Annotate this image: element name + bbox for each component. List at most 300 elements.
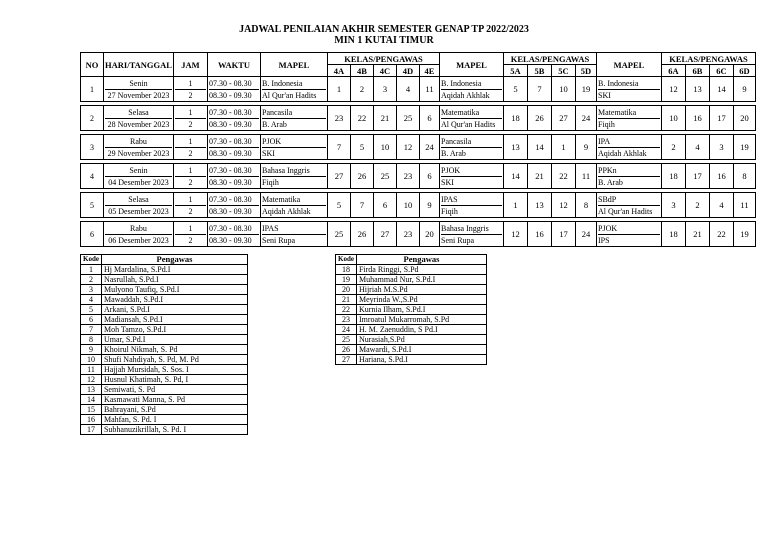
- mapel4-cell: [261, 164, 328, 189]
- pengawas-code-6: 8: [734, 164, 756, 189]
- col-mapel6-header: MAPEL: [597, 53, 662, 77]
- class-6d-header: 6D: [734, 65, 756, 77]
- schedule-row: [81, 106, 756, 131]
- pengawas-row: [81, 285, 248, 295]
- pengawas-row: [81, 365, 248, 375]
- mapel5-cell-1: PJOK: [441, 165, 502, 177]
- pengawas-code-5: 7: [528, 77, 552, 102]
- mapel6-cell: [597, 135, 662, 160]
- pengawas-code-5: 19: [576, 77, 597, 102]
- jam-cell: [174, 135, 208, 160]
- col-mapel5-header: MAPEL: [440, 53, 504, 77]
- class-4b-header: 4B: [351, 65, 374, 77]
- pengawas-code-4: 24: [420, 135, 440, 160]
- jam-cell: [174, 77, 208, 102]
- mapel5-cell-1: Bahasa Inggris: [441, 223, 502, 235]
- mapel5-cell: [440, 222, 504, 247]
- waktu-cell-2: 08.30 - 09.30: [209, 177, 252, 187]
- kelas5-header: KELAS/PENGAWAS: [504, 53, 597, 65]
- pengawas-code-6: 19: [734, 222, 756, 247]
- pengawas-name: Firda Ringgi, S.Pd: [356, 265, 486, 275]
- mapel6-cell-1: Matematika: [598, 107, 660, 119]
- school-name: MIN 1 KUTAI TIMUR: [334, 35, 434, 46]
- mapel6-cell-2: B. Arab: [598, 177, 623, 187]
- pengawas-row: [336, 305, 487, 315]
- pengawas-kode: 10: [81, 355, 102, 365]
- pengawas-code-5: 14: [504, 164, 528, 189]
- mapel4-cell-2: Al Qur'an Hadits: [262, 90, 317, 100]
- pengawas-row: [336, 345, 487, 355]
- jam-cell: [174, 106, 208, 131]
- pengawas-row: [81, 355, 248, 365]
- mapel5-cell-2: Aqidah Akhlak: [441, 90, 490, 100]
- pengawas-code-5: 10: [552, 77, 576, 102]
- pengawas-kode: 24: [336, 325, 357, 335]
- pengawas-code-5: 24: [576, 222, 597, 247]
- col-jam-header: JAM: [174, 53, 208, 77]
- schedule-row: [81, 164, 756, 189]
- jam-cell-2: 2: [188, 90, 193, 100]
- mapel6-cell-2: Aqidah Akhlak: [598, 148, 647, 158]
- jam-cell: [174, 222, 208, 247]
- mapel5-cell-2: B. Arab: [441, 148, 466, 158]
- pengawas-code-6: 19: [734, 135, 756, 160]
- jam-cell-1: 1: [175, 165, 206, 177]
- day-date-cell: [104, 193, 174, 218]
- pengawas-code-6: 16: [686, 106, 710, 131]
- pengawas-name: Hijriah M.S.Pd: [356, 285, 486, 295]
- mapel4-cell-1: Matematika: [262, 194, 326, 206]
- pengawas-code-5: 5: [504, 77, 528, 102]
- day-date-cell: [104, 222, 174, 247]
- pengawas-name: Mahfan, S. Pd. I: [101, 415, 247, 425]
- pengawas-kode: 23: [336, 315, 357, 325]
- pengawas-code-5: 14: [528, 135, 552, 160]
- mapel6-cell-1: SBdP: [598, 194, 660, 206]
- pengawas-name: Husnul Khatimah, S. Pd, I: [101, 375, 247, 385]
- pengawas-row: [81, 325, 248, 335]
- pengawas-code-4: 6: [374, 193, 397, 218]
- pengawas-kode: 8: [81, 335, 102, 345]
- pengawas-row: [81, 265, 248, 275]
- pengawas-name: Hajjah Mursidah, S. Sos. I: [101, 365, 247, 375]
- mapel5-cell-1: B. Indonesia: [441, 78, 502, 90]
- pengawas-row: [81, 275, 248, 285]
- waktu-cell: [208, 77, 261, 102]
- pengawas-row: [336, 355, 487, 365]
- pengawas-code-4: 7: [351, 193, 374, 218]
- mapel4-cell-2: Seni Rupa: [262, 235, 296, 245]
- pengawas-code-6: 14: [710, 77, 734, 102]
- pengawas-row: [81, 305, 248, 315]
- pengawas-code-4: 4: [397, 77, 420, 102]
- pengawas-code-6: 18: [662, 164, 686, 189]
- day-date-cell: [104, 164, 174, 189]
- row-number: 1: [81, 77, 104, 102]
- mapel6-cell-1: PPKn: [598, 165, 660, 177]
- pengawas-kode: 6: [81, 315, 102, 325]
- pengawas-code-5: 1: [504, 193, 528, 218]
- pengawas-code-5: 26: [528, 106, 552, 131]
- class-5b-header: 5B: [528, 65, 552, 77]
- col-hari-header: HARI/TANGGAL: [104, 53, 174, 77]
- pengawas-code-4: 26: [351, 222, 374, 247]
- pengawas-kode: 3: [81, 285, 102, 295]
- pengawas-code-5: 12: [552, 193, 576, 218]
- pengawas-row: [81, 295, 248, 305]
- pengawas-name: Hariana, S.Pd.I: [356, 355, 486, 365]
- class-4a-header: 4A: [328, 65, 351, 77]
- schedule-row: [81, 77, 756, 102]
- pengawas-row: [81, 335, 248, 345]
- pengawas-row: [336, 275, 487, 285]
- jam-cell-2: 2: [188, 148, 193, 158]
- jam-cell-2: 2: [188, 235, 193, 245]
- jam-cell-1: 1: [175, 107, 206, 119]
- pengawas-name: Mawaddah, S.Pd.I: [101, 295, 247, 305]
- pengawas-code-6: 12: [662, 77, 686, 102]
- waktu-cell-1: 07.30 - 08.30: [209, 107, 259, 119]
- mapel6-cell: [597, 222, 662, 247]
- pengawas-code-4: 27: [328, 164, 351, 189]
- pengawas-code-4: 21: [374, 106, 397, 131]
- pengawas-row: [81, 425, 248, 435]
- pengawas-code-5: 18: [504, 106, 528, 131]
- pengawas-code-4: 6: [420, 164, 440, 189]
- pengawas-row: [336, 335, 487, 345]
- pengawas-kode: 17: [81, 425, 102, 435]
- pengawas-kode: 15: [81, 405, 102, 415]
- mapel6-cell: [597, 106, 662, 131]
- pengawas-name: Subhanuzikrillah, S. Pd. I: [101, 425, 247, 435]
- pengawas-row: [81, 395, 248, 405]
- pengawas-row: [81, 375, 248, 385]
- mapel6-cell: [597, 77, 662, 102]
- pengawas-kode: 20: [336, 285, 357, 295]
- pengawas-code-4: 9: [420, 193, 440, 218]
- pengawas-code-6: 18: [662, 222, 686, 247]
- pengawas-kode: 11: [81, 365, 102, 375]
- date-text: 05 Desember 2023: [108, 206, 169, 216]
- pengawas-code-4: 10: [397, 193, 420, 218]
- pengawas-code-5: 13: [528, 193, 552, 218]
- pengawas-code-6: 17: [710, 106, 734, 131]
- waktu-cell-2: 08.30 - 09.30: [209, 90, 252, 100]
- pengawas-code-6: 2: [686, 193, 710, 218]
- row-number: 2: [81, 106, 104, 131]
- jam-cell-2: 2: [188, 119, 193, 129]
- mapel5-cell: [440, 135, 504, 160]
- day-date-cell: [104, 77, 174, 102]
- pengawas-code-4: 11: [420, 77, 440, 102]
- mapel6-cell-1: IPA: [598, 136, 660, 148]
- pengawas-code-6: 4: [686, 135, 710, 160]
- waktu-cell-2: 08.30 - 09.30: [209, 148, 252, 158]
- pengawas-code-5: 22: [552, 164, 576, 189]
- mapel5-cell: [440, 164, 504, 189]
- jam-cell-1: 1: [175, 136, 206, 148]
- mapel6-cell-1: PJOK: [598, 223, 660, 235]
- col-mapel4-header: MAPEL: [261, 53, 328, 77]
- waktu-cell: [208, 135, 261, 160]
- mapel4-cell-2: B. Arab: [262, 119, 287, 129]
- pengawas-name: Meyrinda W.,S.Pd: [356, 295, 486, 305]
- day-name: Senin: [105, 165, 172, 177]
- pengawas-kode: 25: [336, 335, 357, 345]
- pengawas-kode: 14: [81, 395, 102, 405]
- date-text: 29 November 2023: [107, 148, 170, 158]
- mapel5-cell-2: Seni Rupa: [441, 235, 475, 245]
- schedule-row: [81, 135, 756, 160]
- pengawas-name: Moh Tamzo, S.Pd.I: [101, 325, 247, 335]
- pengawas-code-4: 20: [420, 222, 440, 247]
- kelas6-header: KELAS/PENGAWAS: [662, 53, 756, 65]
- class-5d-header: 5D: [576, 65, 597, 77]
- pengawas-name: Kasmawati Manna, S. Pd: [101, 395, 247, 405]
- date-text: 04 Desember 2023: [108, 177, 169, 187]
- mapel6-cell-2: Al Qur'an Hadits: [598, 206, 653, 216]
- pengawas-kode: 16: [81, 415, 102, 425]
- pengawas-kode-header: Kode: [336, 255, 357, 265]
- pengawas-code-4: 25: [397, 106, 420, 131]
- pengawas-row: [336, 325, 487, 335]
- mapel6-cell: [597, 193, 662, 218]
- pengawas-list-right: [335, 254, 487, 365]
- waktu-cell: [208, 164, 261, 189]
- day-date-cell: [104, 135, 174, 160]
- pengawas-kode: 1: [81, 265, 102, 275]
- class-5a-header: 5A: [504, 65, 528, 77]
- pengawas-code-4: 25: [328, 222, 351, 247]
- pengawas-code-6: 16: [710, 164, 734, 189]
- pengawas-code-6: 13: [686, 77, 710, 102]
- jam-cell-1: 1: [175, 194, 206, 206]
- mapel4-cell-2: Fiqih: [262, 177, 279, 187]
- pengawas-row: [336, 285, 487, 295]
- mapel6-cell-2: SKI: [598, 90, 611, 100]
- mapel5-cell-2: SKI: [441, 177, 454, 187]
- pengawas-name: H. M. Zaenuddin, S Pd.I: [356, 325, 486, 335]
- mapel5-cell-2: Fiqih: [441, 206, 458, 216]
- pengawas-code-4: 23: [397, 222, 420, 247]
- pengawas-code-5: 17: [552, 222, 576, 247]
- waktu-cell-1: 07.30 - 08.30: [209, 165, 259, 177]
- mapel4-cell: [261, 77, 328, 102]
- waktu-cell: [208, 222, 261, 247]
- pengawas-name: Nurasiah,S.Pd: [356, 335, 486, 345]
- class-6c-header: 6C: [710, 65, 734, 77]
- col-no-header: NO: [81, 53, 104, 77]
- day-date-cell: [104, 106, 174, 131]
- pengawas-code-6: 22: [710, 222, 734, 247]
- mapel6-cell-2: Fiqih: [598, 119, 615, 129]
- jam-cell-2: 2: [188, 177, 193, 187]
- pengawas-name: Semiwati, S. Pd: [101, 385, 247, 395]
- day-name: Selasa: [105, 107, 172, 119]
- pengawas-kode: 7: [81, 325, 102, 335]
- pengawas-name: Kurnia Ilham, S.Pd.I: [356, 305, 486, 315]
- mapel6-cell-2: IPS: [598, 235, 610, 245]
- mapel5-cell-2: Al Qur'an Hadits: [441, 119, 496, 129]
- pengawas-code-5: 8: [576, 193, 597, 218]
- jam-cell: [174, 193, 208, 218]
- pengawas-name: Shufi Nahdiyah, S. Pd, M. Pd: [101, 355, 247, 365]
- pengawas-code-6: 10: [662, 106, 686, 131]
- document-title: JADWAL PENILAIAN AKHIR SEMESTER GENAP TP 2022/2023: [239, 24, 529, 35]
- day-name: Senin: [105, 78, 172, 90]
- mapel4-cell-2: Aqidah Akhlak: [262, 206, 311, 216]
- pengawas-name: Hj Mardalina, S.Pd.I: [101, 265, 247, 275]
- mapel6-cell-1: B. Indonesia: [598, 78, 660, 90]
- mapel4-cell: [261, 106, 328, 131]
- pengawas-code-5: 16: [528, 222, 552, 247]
- pengawas-name: Nasrullah, S.Pd.I: [101, 275, 247, 285]
- pengawas-code-5: 12: [504, 222, 528, 247]
- waktu-cell-1: 07.30 - 08.30: [209, 223, 259, 235]
- pengawas-kode: 4: [81, 295, 102, 305]
- pengawas-code-4: 10: [374, 135, 397, 160]
- pengawas-kode: 2: [81, 275, 102, 285]
- mapel4-cell: [261, 135, 328, 160]
- col-waktu-header: WAKTU: [208, 53, 261, 77]
- date-text: 28 November 2023: [107, 119, 170, 129]
- pengawas-code-4: 6: [420, 106, 440, 131]
- pengawas-code-5: 21: [528, 164, 552, 189]
- pengawas-name: Madiansah, S.Pd.I: [101, 315, 247, 325]
- pengawas-code-4: 3: [374, 77, 397, 102]
- pengawas-row: [81, 405, 248, 415]
- pengawas-row: [81, 315, 248, 325]
- class-4e-header: 4E: [420, 65, 440, 77]
- class-6b-header: 6B: [686, 65, 710, 77]
- pengawas-code-4: 27: [374, 222, 397, 247]
- pengawas-name: Imroatul Mukarromah, S.Pd: [356, 315, 486, 325]
- mapel4-cell-1: Pancasila: [262, 107, 326, 119]
- pengawas-kode: 26: [336, 345, 357, 355]
- mapel5-cell: [440, 77, 504, 102]
- waktu-cell-2: 08.30 - 09.30: [209, 119, 252, 129]
- day-name: Selasa: [105, 194, 172, 206]
- mapel5-cell-1: Pancasila: [441, 136, 502, 148]
- pengawas-kode: 9: [81, 345, 102, 355]
- pengawas-code-4: 5: [351, 135, 374, 160]
- waktu-cell-2: 08.30 - 09.30: [209, 206, 252, 216]
- mapel5-cell: [440, 106, 504, 131]
- pengawas-name: Mulyono Taufiq, S.Pd.I: [101, 285, 247, 295]
- waktu-cell: [208, 193, 261, 218]
- pengawas-code-6: 2: [662, 135, 686, 160]
- pengawas-code-6: 20: [734, 106, 756, 131]
- pengawas-code-4: 5: [328, 193, 351, 218]
- mapel5-cell: [440, 193, 504, 218]
- class-5c-header: 5C: [552, 65, 576, 77]
- mapel4-cell-2: SKI: [262, 148, 275, 158]
- pengawas-row: [81, 345, 248, 355]
- pengawas-kode: 21: [336, 295, 357, 305]
- pengawas-kode: 22: [336, 305, 357, 315]
- pengawas-name: Khoirul Nikmah, S. Pd: [101, 345, 247, 355]
- pengawas-code-4: 26: [351, 164, 374, 189]
- pengawas-code-5: 27: [552, 106, 576, 131]
- pengawas-code-5: 11: [576, 164, 597, 189]
- pengawas-kode: 13: [81, 385, 102, 395]
- jam-cell-1: 1: [175, 78, 206, 90]
- mapel5-cell-1: IPAS: [441, 194, 502, 206]
- mapel5-cell-1: Matematika: [441, 107, 502, 119]
- mapel4-cell: [261, 193, 328, 218]
- pengawas-name: Umar, S.Pd.I: [101, 335, 247, 345]
- pengawas-kode: 19: [336, 275, 357, 285]
- schedule-table: [80, 52, 756, 247]
- day-name: Rabu: [105, 136, 172, 148]
- waktu-cell-2: 08.30 - 09.30: [209, 235, 252, 245]
- pengawas-name: Muhammad Nur, S.Pd.I: [356, 275, 486, 285]
- date-text: 06 Desember 2023: [108, 235, 169, 245]
- mapel4-cell: [261, 222, 328, 247]
- kelas4-header: KELAS/PENGAWAS: [328, 53, 440, 65]
- pengawas-kode-header: Kode: [81, 255, 102, 265]
- pengawas-name: Arkani, S.Pd.I: [101, 305, 247, 315]
- pengawas-list-left: [80, 254, 248, 435]
- waktu-cell-1: 07.30 - 08.30: [209, 136, 259, 148]
- pengawas-code-4: 12: [397, 135, 420, 160]
- waktu-cell-1: 07.30 - 08.30: [209, 78, 259, 90]
- mapel6-cell: [597, 164, 662, 189]
- pengawas-code-4: 23: [328, 106, 351, 131]
- pengawas-row: [81, 415, 248, 425]
- pengawas-code-4: 23: [397, 164, 420, 189]
- mapel4-cell-1: B. Indonesia: [262, 78, 326, 90]
- pengawas-code-6: 4: [710, 193, 734, 218]
- pengawas-header: Pengawas: [356, 255, 486, 265]
- pengawas-code-6: 21: [686, 222, 710, 247]
- mapel4-cell-1: Bahasa Inggris: [262, 165, 326, 177]
- class-6a-header: 6A: [662, 65, 686, 77]
- pengawas-kode: 27: [336, 355, 357, 365]
- jam-cell-2: 2: [188, 206, 193, 216]
- pengawas-kode: 5: [81, 305, 102, 315]
- pengawas-header: Pengawas: [101, 255, 247, 265]
- pengawas-code-6: 3: [710, 135, 734, 160]
- jam-cell: [174, 164, 208, 189]
- waktu-cell-1: 07.30 - 08.30: [209, 194, 259, 206]
- waktu-cell: [208, 106, 261, 131]
- pengawas-kode: 18: [336, 265, 357, 275]
- pengawas-code-5: 13: [504, 135, 528, 160]
- pengawas-kode: 12: [81, 375, 102, 385]
- pengawas-code-6: 9: [734, 77, 756, 102]
- pengawas-name: Mawardi, S.Pd.I: [356, 345, 486, 355]
- schedule-row: [81, 222, 756, 247]
- pengawas-row: [336, 315, 487, 325]
- row-number: 3: [81, 135, 104, 160]
- class-4c-header: 4C: [374, 65, 397, 77]
- pengawas-code-5: 9: [576, 135, 597, 160]
- pengawas-code-4: 25: [374, 164, 397, 189]
- pengawas-row: [81, 385, 248, 395]
- pengawas-code-5: 1: [552, 135, 576, 160]
- schedule-row: [81, 193, 756, 218]
- pengawas-row: [336, 295, 487, 305]
- class-4d-header: 4D: [397, 65, 420, 77]
- row-number: 4: [81, 164, 104, 189]
- day-name: Rabu: [105, 223, 172, 235]
- date-text: 27 November 2023: [107, 90, 170, 100]
- row-number: 6: [81, 222, 104, 247]
- pengawas-code-4: 22: [351, 106, 374, 131]
- pengawas-code-5: 24: [576, 106, 597, 131]
- pengawas-code-4: 7: [328, 135, 351, 160]
